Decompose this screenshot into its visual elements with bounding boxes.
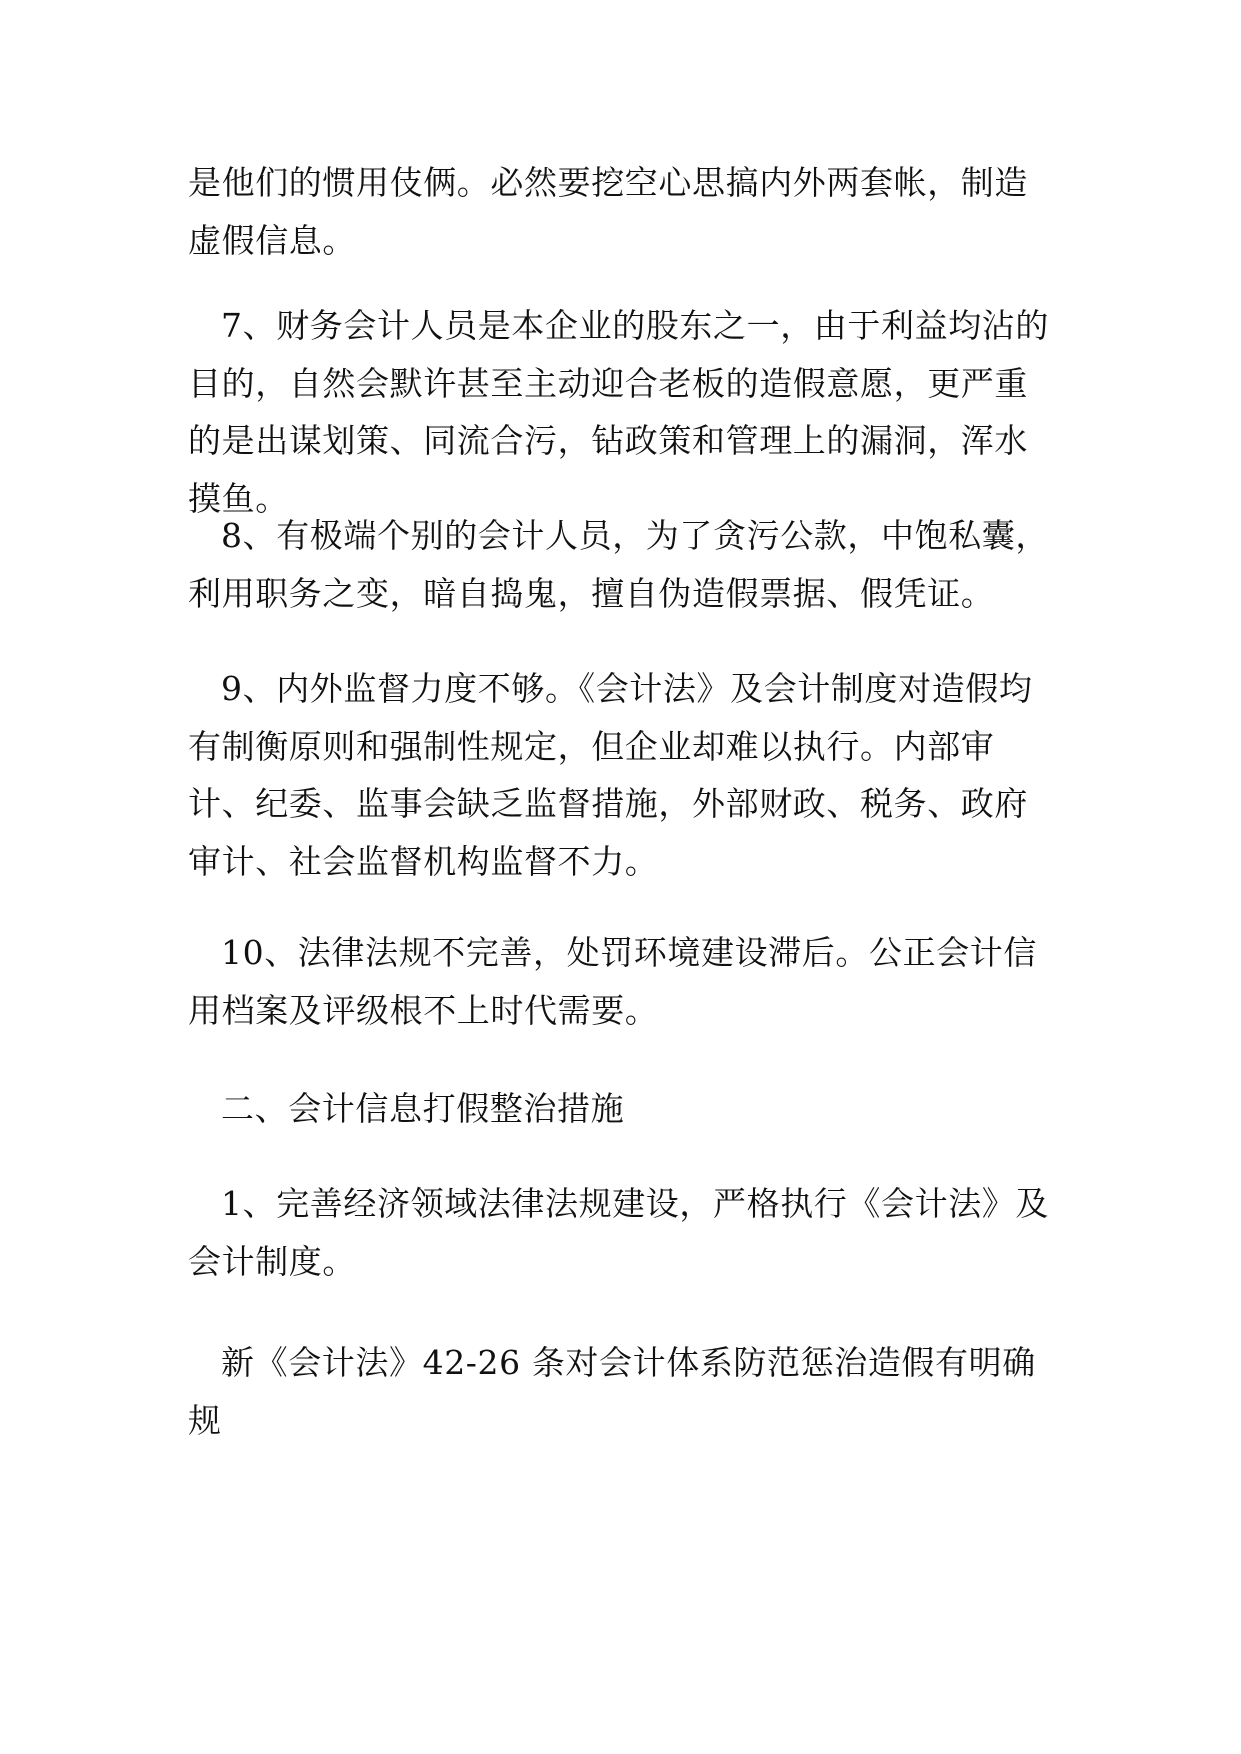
paragraph-new-law: 新《会计法》42-26 条对会计体系防范惩治造假有明确规 [188, 1343, 1036, 1440]
section-heading-2: 二、会计信息打假整治措施 [221, 1089, 625, 1128]
paragraph-item-8: 8、有极端个别的会计人员，为了贪污公款，中饱私囊，利用职务之变，暗自捣鬼，擅自伪造假票据、假凭证。 [188, 516, 1049, 613]
paragraph-item-7: 7、财务会计人员是本企业的股东之一，由于利益均沾的目的，自然会默许甚至主动迎合老板的造假意愿，更严重的是出谋划策、同流合污，钻政策和管理上的漏洞，浑水摸鱼。 [188, 306, 1049, 518]
paragraph-item-9: 9、内外监督力度不够。《会计法》及会计制度对造假均有制衡原则和强制性规定，但企业却难以执行。内部审计、纪委、监事会缺乏监督措施，外部财政、税务、政府审计、社会监督机构监督不力。 [188, 669, 1033, 881]
paragraph-measure-1: 1、完善经济领域法律法规建设，严格执行《会计法》及会计制度。 [188, 1184, 1049, 1281]
paragraph-item-10: 10、法律法规不完善，处罚环境建设滞后。公正会计信用档案及评级根不上时代需要。 [188, 933, 1037, 1030]
paragraph-continuation: 是他们的惯用伎俩。必然要挖空心思搞内外两套帐，制造虚假信息。 [188, 163, 1028, 260]
